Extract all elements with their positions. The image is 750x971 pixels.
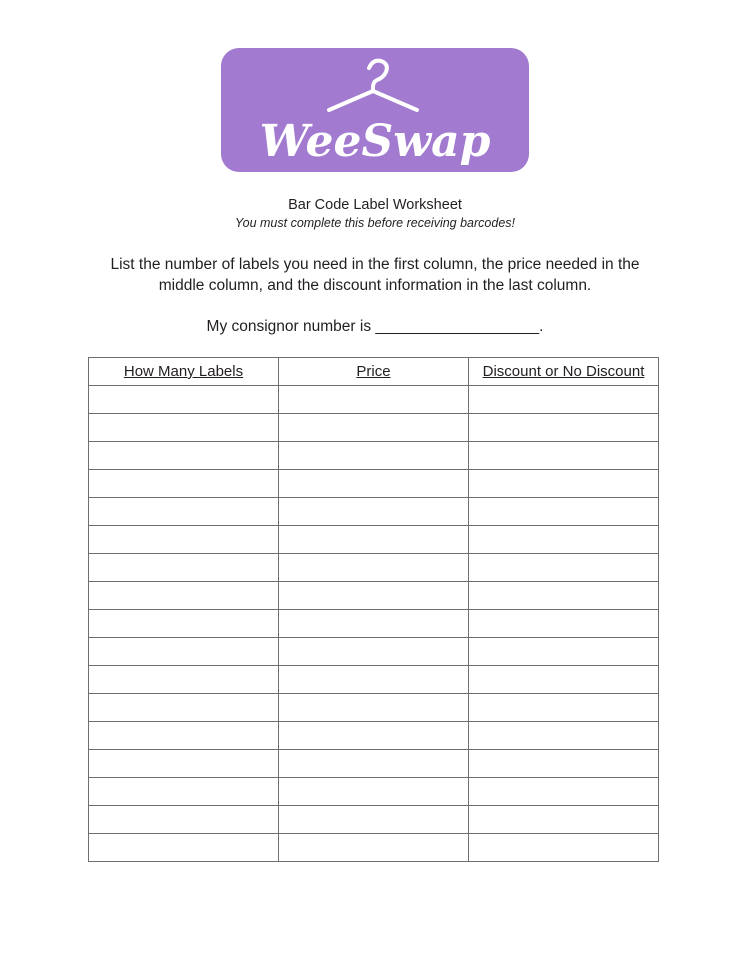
table-cell [279,582,469,610]
table-row [89,610,659,638]
table-cell [89,806,279,834]
table-cell [89,610,279,638]
table-cell [279,470,469,498]
table-cell [469,582,659,610]
table-cell [279,442,469,470]
table-cell [279,554,469,582]
table-cell [279,666,469,694]
table-cell [469,638,659,666]
table-cell [279,806,469,834]
table-cell [279,386,469,414]
table-cell [279,722,469,750]
table-row [89,470,659,498]
table-cell [279,526,469,554]
column-header-price: Price [279,358,469,386]
table-cell [89,470,279,498]
instructions-text: List the number of labels you need in the first column, the price needed in the middle column, and the discount information in the last column. [110,256,640,294]
hanger-icon [221,48,529,172]
table-cell [469,834,659,862]
table-cell [89,834,279,862]
column-header-how-many-labels: How Many Labels [89,358,279,386]
table-cell [89,414,279,442]
table-cell [89,386,279,414]
table-cell [469,806,659,834]
table-row [89,806,659,834]
label-worksheet-table [88,357,659,862]
table-cell [279,414,469,442]
table-cell [89,666,279,694]
logo-wordmark: WeeSwap [259,116,491,167]
table-cell [279,638,469,666]
table-cell [279,778,469,806]
table-row [89,750,659,778]
table-row [89,722,659,750]
column-header-discount: Discount or No Discount [469,358,659,386]
page-subtitle: You must complete this before receiving barcodes! [234,216,515,230]
table-cell [469,498,659,526]
table-cell [469,610,659,638]
table-cell [469,442,659,470]
consignor-number-line: My consignor number is ___________________. [206,318,544,335]
table-cell [89,498,279,526]
table-cell [89,694,279,722]
table-cell [469,666,659,694]
table-cell [89,722,279,750]
table-cell [279,610,469,638]
table-body [89,386,659,862]
table-cell [89,554,279,582]
table-cell [89,526,279,554]
table-cell [89,750,279,778]
table-cell [279,750,469,778]
table-row [89,498,659,526]
table-header-row [89,358,659,386]
table-cell [469,554,659,582]
table-cell [89,442,279,470]
table-row [89,666,659,694]
table-cell [279,694,469,722]
table-row [89,582,659,610]
table-row [89,442,659,470]
page-title: Bar Code Label Worksheet [288,197,462,213]
table-cell [469,526,659,554]
table-row [89,834,659,862]
table-row [89,386,659,414]
table-cell [89,638,279,666]
table-row [89,778,659,806]
weeswap-logo [221,48,529,172]
table-row [89,694,659,722]
table-cell [89,582,279,610]
table-row [89,526,659,554]
table-cell [469,694,659,722]
table-cell [469,386,659,414]
table-cell [469,750,659,778]
table-cell [89,778,279,806]
table-row [89,414,659,442]
table-cell [279,498,469,526]
table-cell [469,414,659,442]
table-row [89,638,659,666]
table-cell [469,722,659,750]
table-row [89,554,659,582]
table-cell [469,778,659,806]
table-cell [469,470,659,498]
table-cell [279,834,469,862]
